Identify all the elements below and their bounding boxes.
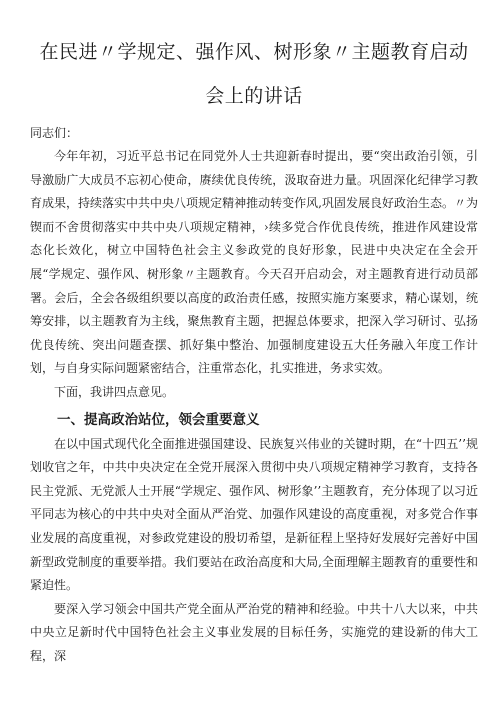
document-page [30,30,478,668]
body-paragraph-2: 下面，我讲四点意见。 [54,384,175,399]
salutation: 同志们： [30,126,79,140]
section-paragraph-2: 要深入学习领会中国共产党全面从严治党的精神和经验。中共十八大以来，中共中央立足新时代中国特色社会主义事业发展的目标任务，实施党的建设新的伟大工程，深 [30,601,478,663]
section-heading: 一、提高政治站位，领会重要意义 [57,411,260,428]
section-paragraph-1: 在以中国式现代化全面推进强国建设、民族复兴伟业的关键时期，在“十四五’’规划收官之年，中共中央决定在全党开展深入贯彻中央八项规定精神学习教育，支持各民主党派、无党派人士开展“学规定、强作风、树形象’’主题教育，充分体现了以习近平同志为核心的中共中央对全面从严治党、加强作风建设的高度重视，对多党合作事业发展的高度重视，对参政党建设的殷切希望，是新征程上坚持好发展好完善好中国新型政党制度的重要举措。我们要站在政治高度和大局,全面理解主题教育的重要性和紧迫性。 [30,436,478,593]
document-title: 在民进〃学规定、强作风、树形象〃主题教育启动会上的讲话 [39,41,469,107]
body-paragraph-1: 今年年初，习近平总书记在同党外人士共迎新春时提出，要“突出政治引领，引导激励广大成员不忘初心使命，赓续优良传统，汲取奋进力量。巩固深化纪律学习教育成果，持续落实中共中央八项规定精神推动转变作风,巩固发展良好政治生态。〃为锲而不舍贯彻落实中共中央八项规定精神，›续多党合作优良传统，推进作风建设常态化长效化，树立中国特色社会主义参政党的良好形象，民进中央决定在全会开展“学规定、强作风、树形象〃主题教育。今天召开启动会，对主题教育进行动员部署。会后，全会各级组织要以高度的政治责任感，按照实施方案要求，精心谋划，统筹安排，以主题教育为主线，聚焦教育主题，把握总体要求，把深入学习研讨、弘扬优良传统、突出问题查摆、抓好集中整治、加强制度建设五大任务融入年度工作计划，与自身实际问题紧密结合，注重常态化，扎实推进，务求实效。 [30,149,478,376]
